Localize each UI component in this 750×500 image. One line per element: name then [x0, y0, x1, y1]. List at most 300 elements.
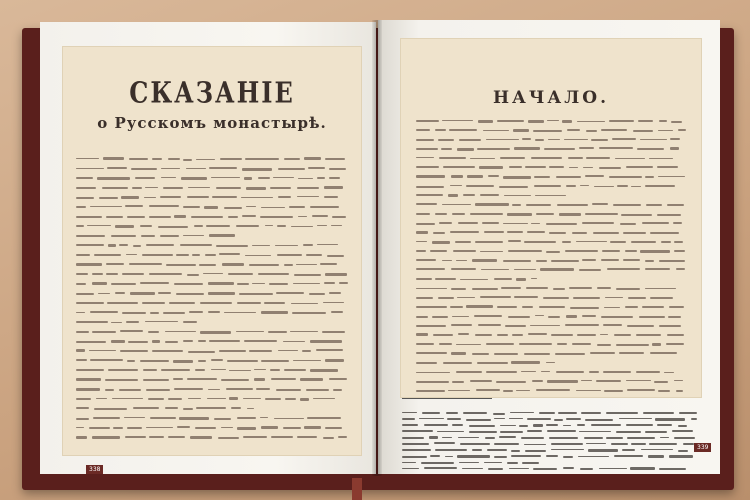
handwritten-word — [546, 223, 577, 225]
handwritten-word — [435, 449, 467, 451]
handwritten-word — [519, 425, 528, 427]
handwritten-word — [76, 158, 99, 160]
handwritten-word — [113, 427, 123, 429]
handwritten-word — [199, 264, 216, 266]
handwritten-word — [268, 331, 287, 333]
handwritten-word — [76, 225, 84, 227]
handwritten-word — [540, 268, 574, 270]
handwritten-word — [402, 462, 416, 463]
handwritten-word — [298, 178, 314, 180]
handwritten-word — [76, 206, 86, 208]
handwritten-word — [236, 331, 264, 333]
handwritten-word — [442, 120, 473, 121]
handwritten-word — [133, 245, 141, 247]
handwritten-word — [655, 418, 685, 420]
handwritten-word — [503, 223, 528, 225]
handwritten-word — [211, 177, 241, 178]
left-page — [40, 22, 376, 474]
handwritten-word — [657, 424, 672, 425]
handwritten-word — [527, 430, 542, 432]
handwritten-word — [456, 371, 483, 373]
handwritten-word — [422, 412, 440, 414]
handwritten-word — [472, 353, 490, 355]
handwritten-word — [573, 297, 601, 299]
handwritten-word — [96, 398, 107, 399]
handwritten-word — [448, 194, 459, 196]
handwritten-word — [511, 455, 540, 457]
handwritten-word — [438, 297, 454, 299]
handwritten-word — [674, 380, 683, 382]
handwritten-word — [183, 408, 194, 410]
handwritten-word — [160, 235, 179, 237]
handwritten-word — [477, 148, 510, 150]
manuscript-left — [62, 46, 362, 456]
handwritten-word — [237, 283, 248, 285]
manuscript-right — [400, 38, 702, 398]
handwritten-word — [317, 225, 327, 227]
handwritten-word — [599, 147, 633, 149]
handwritten-word — [416, 250, 426, 252]
handwritten-word — [649, 443, 676, 445]
handwritten-word — [678, 450, 688, 452]
handwritten-word — [105, 389, 113, 391]
book-gutter — [372, 20, 382, 476]
handwritten-word — [569, 287, 592, 289]
handwritten-word — [588, 449, 618, 451]
handwritten-word — [603, 371, 630, 373]
handwritten-word — [416, 306, 447, 308]
handwritten-word — [658, 130, 673, 131]
handwritten-word — [459, 462, 479, 463]
handwritten-word — [472, 449, 482, 451]
handwritten-word — [645, 176, 654, 178]
handwritten-word — [205, 254, 216, 256]
handwritten-word — [442, 437, 453, 439]
handwritten-word — [650, 297, 673, 299]
handwritten-word — [261, 426, 278, 428]
handwritten-word — [516, 278, 526, 280]
handwritten-word — [446, 412, 458, 414]
handwritten-word — [166, 264, 196, 266]
handwritten-word — [142, 254, 173, 255]
handwritten-word — [507, 213, 532, 215]
handwritten-word — [168, 398, 183, 400]
handwritten-word — [313, 398, 336, 399]
handwritten-word — [625, 306, 638, 308]
handwritten-word — [586, 157, 609, 158]
handwritten-word — [283, 427, 301, 429]
handwritten-word — [583, 167, 594, 169]
handwritten-word — [254, 369, 266, 371]
handwritten-word — [494, 456, 507, 458]
handwritten-word — [269, 283, 288, 285]
handwritten-word — [173, 378, 183, 380]
handwritten-word — [463, 194, 475, 196]
handwritten-word — [416, 333, 428, 335]
handwritten-word — [503, 260, 531, 262]
handwritten-word — [531, 278, 537, 279]
handwritten-word — [76, 349, 85, 351]
handwritten-word — [434, 442, 454, 444]
handwritten-word — [527, 418, 551, 420]
handwritten-word — [306, 254, 322, 256]
handwritten-word — [111, 322, 122, 324]
handwritten-word — [661, 241, 671, 243]
handwritten-word — [261, 360, 289, 362]
handwritten-word — [470, 213, 503, 215]
handwritten-word — [209, 234, 235, 236]
handwritten-word — [448, 390, 470, 392]
handwritten-word — [627, 437, 656, 439]
handwritten-word — [89, 427, 110, 429]
handwritten-word — [92, 282, 107, 284]
handwritten-word — [657, 214, 681, 216]
handwritten-word — [536, 389, 570, 391]
handwritten-word — [317, 244, 339, 245]
handwritten-word — [249, 350, 272, 352]
handwritten-word — [214, 418, 231, 420]
handwritten-word — [497, 306, 517, 308]
handwritten-word — [174, 283, 203, 285]
handwritten-word — [505, 325, 525, 327]
handwritten-word — [165, 341, 178, 343]
handwritten-word — [547, 430, 576, 432]
handwritten-word — [678, 425, 688, 427]
handwritten-word — [76, 263, 102, 265]
handwritten-word — [641, 449, 673, 451]
handwritten-word — [514, 269, 536, 271]
handwritten-word — [294, 274, 322, 276]
handwritten-word — [667, 334, 684, 336]
handwritten-word — [582, 315, 596, 317]
handwritten-word — [219, 350, 246, 352]
handwritten-word — [331, 311, 343, 313]
handwritten-word — [317, 177, 325, 178]
handwritten-word — [183, 321, 197, 323]
handwritten-word — [297, 436, 318, 438]
handwritten-word — [447, 418, 461, 419]
handwritten-word — [176, 254, 189, 256]
handwritten-word — [549, 166, 564, 168]
handwritten-word — [524, 353, 550, 355]
handwritten-word — [555, 353, 585, 355]
handwritten-word — [548, 139, 560, 141]
handwritten-word — [528, 120, 544, 122]
handwritten-word — [456, 344, 480, 346]
handwritten-word — [161, 177, 176, 179]
handwritten-word — [256, 388, 270, 390]
handwritten-word — [584, 437, 603, 439]
handwritten-word — [216, 245, 248, 247]
handwritten-word — [522, 138, 531, 140]
handwritten-word — [183, 340, 193, 342]
handwritten-word — [150, 417, 177, 419]
handwritten-word — [107, 167, 127, 168]
handwritten-word — [115, 225, 134, 227]
handwritten-word — [76, 302, 104, 304]
handwritten-word — [298, 216, 307, 218]
handwritten-word — [563, 467, 574, 469]
handwritten-word — [158, 292, 171, 294]
handwritten-word — [183, 159, 192, 161]
handwritten-word — [76, 168, 104, 170]
handwritten-word — [509, 468, 530, 469]
handwritten-word — [486, 371, 518, 373]
handwritten-word — [224, 207, 242, 209]
handwritten-word — [497, 120, 524, 121]
handwritten-word — [613, 204, 641, 206]
right-page — [378, 20, 720, 474]
handwritten-word — [324, 282, 335, 284]
handwritten-word — [131, 168, 157, 170]
handwritten-word — [676, 390, 683, 392]
handwritten-word — [332, 216, 346, 218]
handwritten-word — [482, 222, 499, 224]
handwritten-word — [582, 222, 614, 224]
handwritten-word — [586, 130, 598, 132]
handwritten-word — [535, 139, 545, 141]
handwritten-word — [451, 324, 472, 326]
handwritten-word — [325, 427, 342, 429]
handwritten-word — [188, 187, 210, 189]
handwritten-word — [278, 196, 291, 198]
handwritten-word — [316, 349, 342, 351]
handwritten-word — [476, 389, 500, 391]
handwritten-word — [659, 325, 681, 327]
handwritten-word — [654, 381, 669, 383]
handwritten-word — [469, 425, 495, 427]
handwritten-word — [614, 455, 644, 457]
handwritten-word — [435, 213, 446, 215]
handwritten-word — [304, 157, 321, 159]
handwritten-word — [503, 176, 530, 178]
handwritten-word — [525, 166, 545, 168]
handwritten-word — [168, 436, 186, 438]
handwritten-word — [496, 381, 527, 383]
handwritten-word — [532, 380, 544, 382]
handwritten-word — [293, 360, 321, 362]
handwritten-word — [445, 456, 454, 458]
handwritten-word — [76, 359, 87, 361]
handwritten-word — [616, 344, 648, 346]
handwritten-word — [76, 418, 89, 420]
handwritten-word — [309, 293, 326, 295]
handwritten-word — [631, 186, 641, 188]
handwritten-word — [302, 350, 310, 352]
handwritten-word — [488, 175, 500, 177]
handwritten-word — [430, 250, 447, 252]
handwritten-word — [416, 268, 445, 270]
handwritten-word — [551, 449, 583, 450]
handwritten-word — [192, 254, 201, 256]
handwritten-word — [565, 250, 598, 252]
handwritten-word — [208, 282, 234, 284]
handwritten-word — [504, 195, 531, 197]
handwritten-word — [432, 316, 447, 318]
handwritten-word — [639, 316, 664, 318]
handwritten-word — [275, 245, 298, 247]
handwritten-word — [660, 437, 669, 439]
handwritten-word — [589, 371, 599, 373]
handwritten-word — [144, 197, 156, 199]
handwritten-word — [278, 168, 305, 170]
handwritten-word — [627, 325, 655, 327]
handwritten-word — [161, 369, 191, 371]
handwritten-word — [291, 226, 313, 227]
handwritten-word — [433, 232, 446, 234]
handwritten-word — [581, 380, 591, 381]
handwritten-word — [221, 427, 232, 429]
handwritten-word — [442, 260, 452, 262]
handwritten-word — [149, 216, 171, 218]
page-number-left: 338 — [86, 465, 103, 474]
handwritten-word — [674, 241, 683, 243]
handwritten-word — [245, 255, 271, 257]
handwritten-word — [556, 371, 584, 373]
handwritten-word — [539, 412, 554, 414]
handwritten-word — [297, 196, 320, 198]
handwritten-word — [443, 362, 472, 364]
handwritten-word — [503, 390, 513, 392]
handwritten-word — [127, 427, 142, 429]
handwritten-word — [165, 407, 178, 409]
handwritten-word — [218, 437, 239, 439]
handwritten-word — [463, 412, 487, 414]
handwritten-word — [437, 431, 464, 432]
handwritten-word — [551, 334, 573, 336]
handwritten-word — [509, 418, 524, 420]
handwritten-word — [456, 260, 467, 262]
handwritten-word — [416, 316, 428, 318]
handwritten-word — [642, 306, 664, 308]
handwritten-word — [292, 312, 325, 314]
handwritten-word — [457, 455, 490, 457]
handwritten-word — [650, 352, 677, 354]
handwritten-word — [630, 467, 655, 469]
handwritten-word — [76, 293, 94, 295]
handwritten-word — [76, 388, 100, 390]
handwritten-word — [512, 334, 523, 336]
handwritten-word — [510, 412, 534, 414]
handwritten-word — [659, 468, 687, 470]
handwritten-word — [283, 341, 305, 343]
handwritten-word — [511, 450, 519, 452]
handwritten-word — [140, 225, 152, 227]
handwritten-word — [416, 278, 432, 280]
handwritten-word — [90, 359, 122, 361]
handwritten-word — [416, 213, 430, 215]
handwritten-word — [460, 279, 488, 281]
handwritten-word — [304, 426, 321, 428]
handwritten-word — [424, 424, 449, 426]
handwritten-word — [658, 176, 686, 178]
handwritten-word — [467, 175, 483, 177]
handwritten-word — [127, 216, 145, 218]
handwritten-word — [533, 130, 562, 132]
handwritten-word — [270, 187, 291, 189]
handwritten-word — [612, 138, 637, 140]
handwritten-word — [466, 305, 493, 307]
handwritten-word — [429, 436, 438, 438]
handwritten-word — [264, 302, 285, 304]
handwritten-word — [450, 306, 463, 308]
handwritten-word — [140, 282, 169, 284]
handwritten-word — [484, 231, 503, 233]
handwritten-word — [190, 436, 213, 438]
handwritten-word — [557, 343, 567, 345]
handwritten-word — [76, 283, 86, 285]
handwritten-word — [591, 424, 621, 426]
handwritten-word — [149, 205, 179, 207]
handwritten-word — [76, 427, 84, 429]
handwritten-word — [195, 369, 205, 371]
handwritten-word — [546, 362, 555, 364]
handwritten-word — [130, 292, 155, 294]
handwritten-word — [187, 274, 199, 276]
handwritten-word — [453, 250, 476, 252]
handwritten-word — [631, 241, 655, 243]
handwritten-word — [590, 352, 615, 354]
handwritten-word — [161, 168, 180, 170]
handwritten-word — [208, 389, 220, 390]
handwritten-word — [664, 372, 674, 374]
handwritten-word — [623, 259, 639, 261]
handwritten-word — [493, 413, 505, 415]
handwritten-word — [416, 297, 433, 299]
handwritten-word — [103, 157, 124, 159]
handwritten-word — [497, 334, 508, 336]
handwritten-word — [416, 231, 428, 233]
handwritten-word — [570, 307, 599, 309]
handwritten-word — [566, 418, 580, 420]
handwritten-word — [129, 263, 162, 265]
handwritten-word — [285, 398, 296, 400]
handwritten-word — [416, 259, 436, 261]
handwritten-word — [610, 241, 626, 243]
handwritten-word — [146, 427, 173, 429]
handwritten-word — [480, 251, 503, 253]
handwritten-word — [322, 331, 345, 333]
handwritten-word — [659, 120, 667, 121]
handwritten-word — [416, 120, 439, 122]
handwritten-word — [258, 273, 289, 275]
handwritten-word — [416, 175, 445, 177]
handwritten-word — [601, 316, 633, 318]
handwritten-word — [640, 139, 667, 141]
handwritten-word — [211, 359, 223, 361]
handwritten-word — [260, 216, 293, 218]
handwritten-word — [183, 206, 200, 208]
handwritten-word — [242, 168, 272, 170]
handwritten-word — [633, 130, 652, 132]
handwritten-word — [402, 449, 431, 451]
handwritten-word — [625, 250, 637, 251]
handwritten-word — [325, 158, 345, 160]
handwritten-word — [452, 213, 466, 215]
handwritten-word — [577, 121, 605, 123]
handwritten-word — [115, 292, 125, 294]
handwritten-word — [458, 222, 478, 224]
handwritten-word — [196, 407, 226, 409]
handwritten-word — [562, 120, 572, 122]
handwritten-word — [148, 398, 164, 400]
handwritten-word — [470, 158, 496, 160]
handwritten-word — [577, 334, 596, 336]
handwritten-word — [673, 222, 683, 224]
handwritten-word — [559, 213, 581, 215]
handwritten-word — [563, 456, 573, 458]
handwritten-word — [579, 269, 601, 270]
